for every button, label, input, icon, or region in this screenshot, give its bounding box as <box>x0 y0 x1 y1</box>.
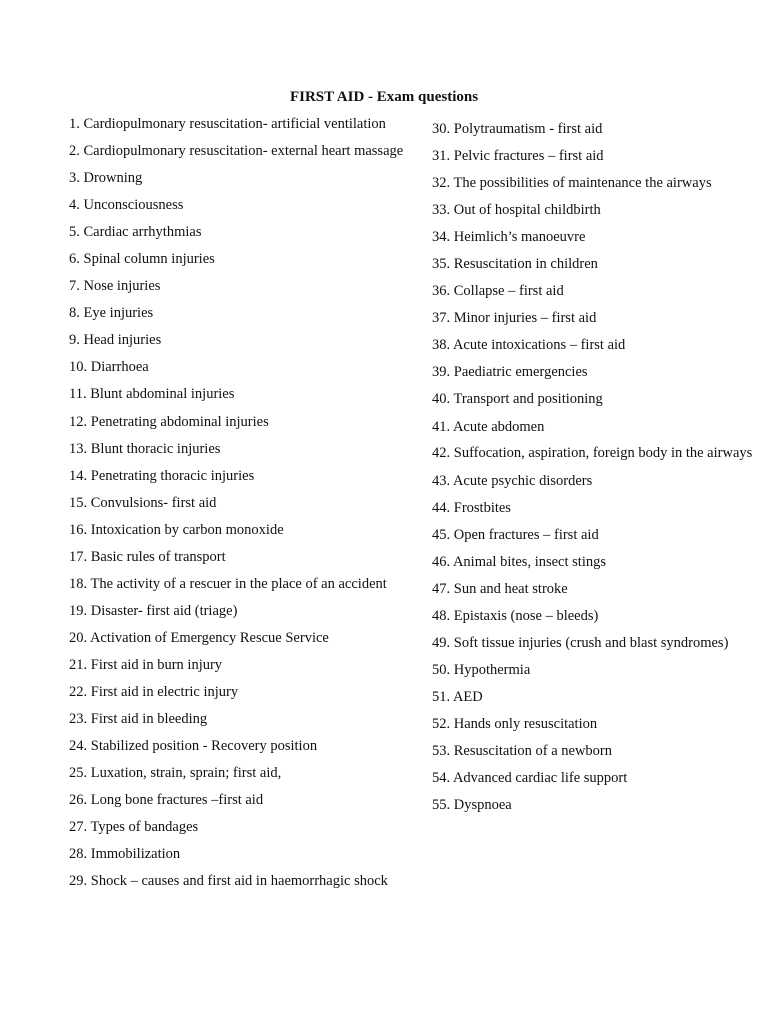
list-item: 39. Paediatric emergencies <box>432 364 588 381</box>
list-item: 19. Disaster- first aid (triage) <box>69 602 238 619</box>
list-item: 53. Resuscitation of a newborn <box>432 743 613 760</box>
list-item: 41. Acute abdomen <box>432 418 545 435</box>
list-item: 43. Acute psychic disorders <box>432 472 593 489</box>
list-item: 51. AED <box>432 688 483 705</box>
list-item: 6. Spinal column injuries <box>69 251 215 268</box>
list-item: 11. Blunt abdominal injuries <box>69 386 235 403</box>
list-item: 18. The activity of a rescuer in the place of an accident <box>69 575 387 592</box>
list-item: 36. Collapse – first aid <box>432 283 564 300</box>
list-item: 23. First aid in bleeding <box>69 711 208 728</box>
list-item: 37. Minor injuries – first aid <box>432 310 597 327</box>
list-item: 46. Animal bites, insect stings <box>432 553 606 570</box>
list-item: 5. Cardiac arrhythmias <box>69 224 202 241</box>
list-item: 35. Resuscitation in children <box>432 256 598 273</box>
list-item: 12. Penetrating abdominal injuries <box>69 413 269 430</box>
list-item: 42. Suffocation, aspiration, foreign body in the airways <box>432 445 753 462</box>
list-item: 25. Luxation, strain, sprain; first aid, <box>69 765 282 782</box>
list-item: 1. Cardiopulmonary resuscitation- artificial ventilation <box>69 116 386 132</box>
list-item: 7. Nose injuries <box>69 278 161 295</box>
list-item: 32. The possibilities of maintenance the airways <box>432 175 712 192</box>
question-list-right <box>432 120 768 823</box>
list-item: 28. Immobilization <box>69 846 181 863</box>
page-title: FIRST AID - Exam questions <box>289 89 479 105</box>
list-item: 54. Advanced cardiac life support <box>432 770 628 787</box>
list-item: 4. Unconsciousness <box>69 197 184 214</box>
list-item: 3. Drowning <box>69 170 143 187</box>
list-item: 52. Hands only resuscitation <box>432 716 598 733</box>
list-item: 45. Open fractures – first aid <box>432 526 599 543</box>
list-item: 40. Transport and positioning <box>432 391 603 408</box>
list-item: 26. Long bone fractures –first aid <box>69 792 264 809</box>
list-item: 22. First aid in electric injury <box>69 683 239 700</box>
list-item: 15. Convulsions- first aid <box>69 494 217 511</box>
question-list-left <box>69 115 421 899</box>
list-item: 2. Cardiopulmonary resuscitation- external heart massage <box>69 142 404 159</box>
list-item: 55. Dyspnoea <box>432 797 512 814</box>
list-item: 30. Polytraumatism - first aid <box>432 121 603 137</box>
list-item: 16. Intoxication by carbon monoxide <box>69 521 284 538</box>
list-item: 31. Pelvic fractures – first aid <box>432 148 604 165</box>
list-item: 13. Blunt thoracic injuries <box>69 440 221 457</box>
list-item: 48. Epistaxis (nose – bleeds) <box>432 607 599 624</box>
list-item: 10. Diarrhoea <box>69 359 149 376</box>
list-item: 29. Shock – causes and first aid in haemorrhagic shock <box>69 873 388 890</box>
list-item: 8. Eye injuries <box>69 305 154 322</box>
list-item: 9. Head injuries <box>69 332 162 349</box>
list-item: 14. Penetrating thoracic injuries <box>69 467 255 484</box>
list-item: 47. Sun and heat stroke <box>432 580 568 597</box>
list-item: 24. Stabilized position - Recovery position <box>69 738 318 755</box>
list-item: 33. Out of hospital childbirth <box>432 202 601 219</box>
list-item: 21. First aid in burn injury <box>69 656 223 673</box>
list-item: 50. Hypothermia <box>432 661 531 678</box>
list-item: 38. Acute intoxications – first aid <box>432 337 626 354</box>
list-item: 44. Frostbites <box>432 499 511 516</box>
list-item: 20. Activation of Emergency Rescue Service <box>69 629 329 646</box>
list-item: 34. Heimlich’s manoeuvre <box>432 229 586 246</box>
list-item: 27. Types of bandages <box>69 819 199 836</box>
list-item: 49. Soft tissue injuries (crush and blast syndromes) <box>432 634 729 651</box>
list-item: 17. Basic rules of transport <box>69 548 226 565</box>
